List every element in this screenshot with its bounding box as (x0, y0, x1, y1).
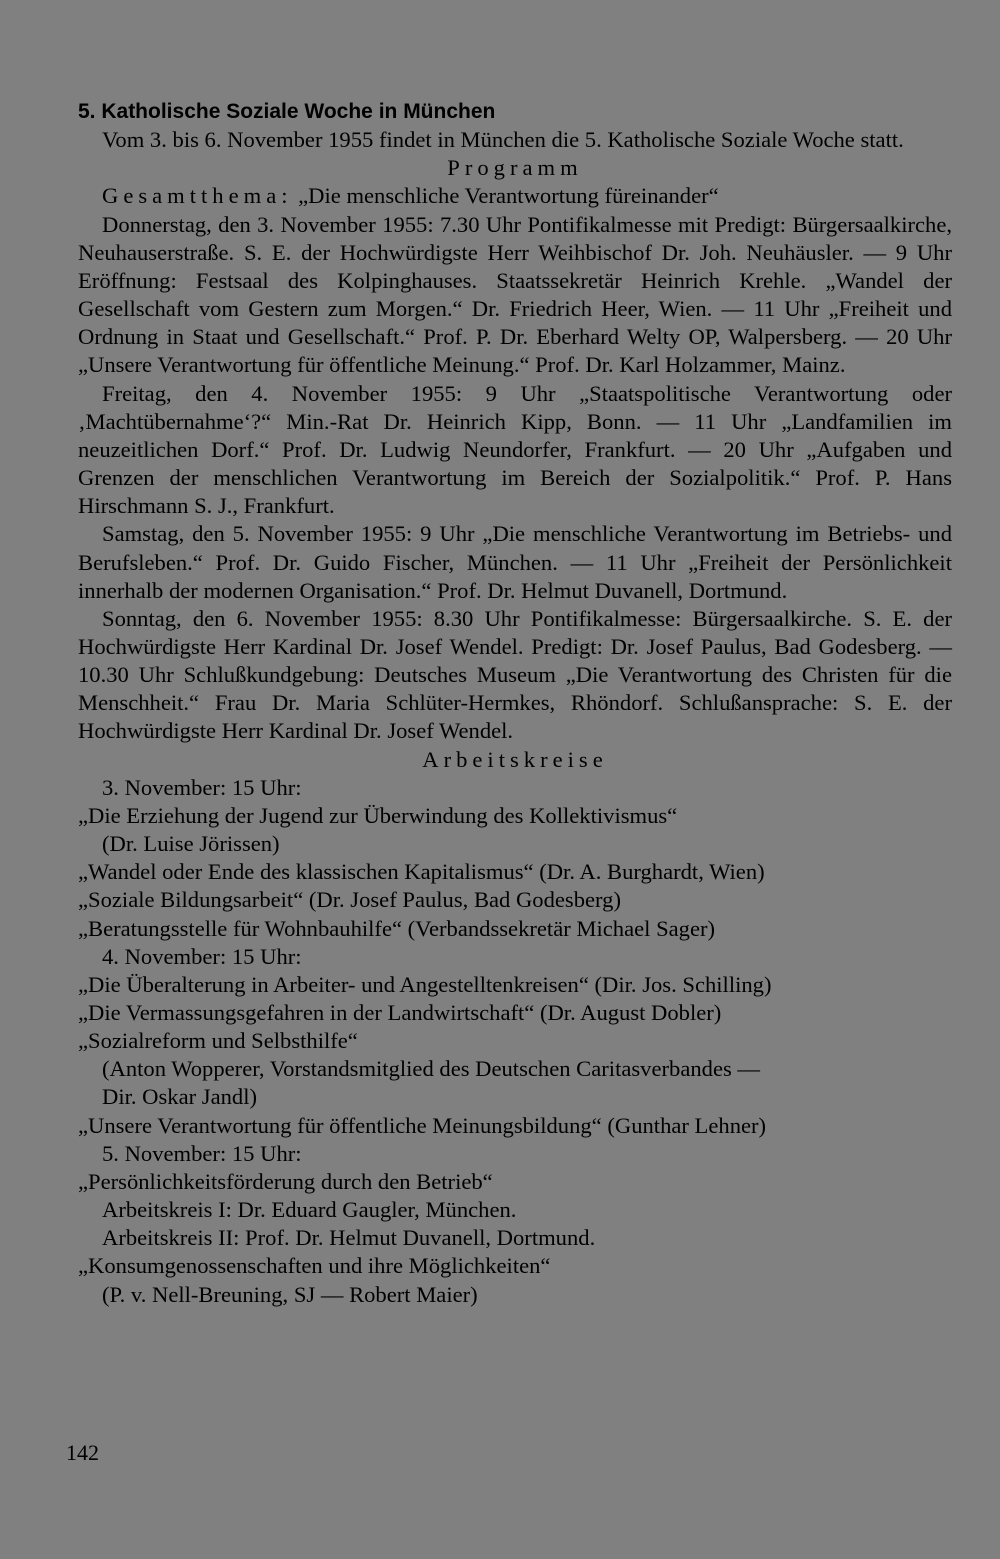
section-heading: 5. Katholische Soziale Woche in München (78, 100, 496, 123)
arbeitskreise-line: 5. November: 15 Uhr: (102, 1140, 302, 1166)
day-paragraph-friday: Freitag, den 4. November 1955: 9 Uhr „Staatspolitische Verantwortung oder ‚Machtübernahme‘?“ Min.-Rat Dr. Heinrich Kipp, Bonn. — 11 Uhr „Landfamilien im neuzeitlichen Dorf.“ Prof. Dr. Ludwig Neundorfer, Frankfurt. — 20 Uhr „Aufgaben und Grenzen der menschlichen Verantwortung im Bereich der Sozialpolitik.“ Prof. P. Hans Hirschmann S. J., Frankfurt. (78, 380, 952, 519)
arbeitskreise-line: „Sozialreform und Selbsthilfe“ (78, 1028, 358, 1054)
arbeitskreise-list (78, 774, 952, 1309)
arbeitskreise-line: (Dr. Luise Jörissen) (102, 831, 280, 857)
arbeitskreise-line: (Anton Wopperer, Vorstandsmitglied des Deutschen Caritasverbandes — (102, 1056, 761, 1082)
arbeitskreise-line: „Die Erziehung der Jugend zur Überwindung des Kollektivismus“ (78, 802, 678, 828)
arbeitskreise-line: „Soziale Bildungsarbeit“ (Dr. Josef Paulus, Bad Godesberg) (78, 887, 621, 913)
arbeitskreise-line: (P. v. Nell-Breuning, SJ — Robert Maier) (102, 1281, 478, 1307)
arbeitskreise-line: Dir. Oskar Jandl) (102, 1084, 257, 1110)
gesamtthema-label: Gesamtthema: (102, 183, 293, 209)
arbeitskreise-line: 4. November: 15 Uhr: (102, 943, 302, 969)
arbeitskreise-line: „Persönlichkeitsförderung durch den Betrieb“ (78, 1168, 493, 1194)
gesamtthema-text: „Die menschliche Verantwortung füreinander“ (298, 183, 719, 209)
arbeitskreise-line: „Wandel oder Ende des klassischen Kapitalismus“ (Dr. A. Burghardt, Wien) (78, 859, 765, 885)
day-paragraph-sunday: Sonntag, den 6. November 1955: 8.30 Uhr Pontifikalmesse: Bürgersaalkirche. S. E. der Hochwürdigste Herr Kardinal Dr. Josef Wendel. Predigt: Dr. Josef Paulus, Bad Godesberg. — 10.30 Uhr Schlußkundgebung: Deutsches Museum „Die Verantwortung des Christen für die Menschheit.“ Frau Dr. Maria Schlüter-Hermkes, Rhöndorf. Schlußansprache: S. E. der Hochwürdigste Herr Kardinal Dr. Josef Wendel. (78, 605, 952, 744)
arbeitskreise-title: Arbeitskreise (422, 746, 608, 772)
arbeitskreise-line: „Die Vermassungsgefahren in der Landwirtschaft“ (Dr. August Dobler) (78, 1000, 722, 1025)
arbeitskreise-line: Arbeitskreis II: Prof. Dr. Helmut Duvanell, Dortmund. (102, 1225, 596, 1251)
arbeitskreise-line: „Die Überalterung in Arbeiter- und Angestelltenkreisen“ (Dir. Jos. Schilling) (78, 971, 772, 997)
arbeitskreise-line: „Unsere Verantwortung für öffentliche Meinungsbildung“ (Gunthar Lehner) (78, 1112, 767, 1138)
arbeitskreise-line: „Konsumgenossenschaften und ihre Möglichkeiten“ (78, 1253, 551, 1279)
intro-paragraph: Vom 3. bis 6. November 1955 findet in München die 5. Katholische Soziale Woche statt. (102, 127, 904, 153)
document-page (78, 98, 952, 1309)
page-number: 142 (66, 1440, 99, 1465)
day-paragraph-thursday: Donnerstag, den 3. November 1955: 7.30 Uhr Pontifikalmesse mit Predigt: Bürgersaalkirche, Neuhauserstraße. S. E. der Hochwürdigste Herr Weihbischof Dr. Joh. Neuhäusler. — 9 Uhr Eröffnung: Festsaal des Kolpinghauses. Staatssekretär Heinrich Krehle. „Wandel der Gesellschaft vom Gestern zum Morgen.“ Dr. Friedrich Heer, Wien. — 11 Uhr „Freiheit und Ordnung in Staat und Gesellschaft.“ Prof. P. Dr. Eberhard Welty OP, Walpersberg. — 20 Uhr „Unsere Verantwortung für öffentliche Meinung.“ Prof. Dr. Karl Holzammer, Mainz. (78, 211, 952, 378)
arbeitskreise-line: Arbeitskreis I: Dr. Eduard Gaugler, München. (102, 1197, 517, 1223)
day-paragraph-saturday: Samstag, den 5. November 1955: 9 Uhr „Die menschliche Verantwortung im Betriebs- und Berufsleben.“ Prof. Dr. Guido Fischer, München. — 11 Uhr „Freiheit der Persönlichkeit innerhalb der modernen Organisation.“ Prof. Dr. Helmut Duvanell, Dortmund. (78, 521, 952, 603)
arbeitskreise-line: 3. November: 15 Uhr: (102, 774, 302, 800)
program-title: Programm (447, 155, 583, 181)
gesamtthema-line (78, 182, 952, 210)
arbeitskreise-line: „Beratungsstelle für Wohnbauhilfe“ (Verbandssekretär Michael Sager) (78, 915, 716, 941)
